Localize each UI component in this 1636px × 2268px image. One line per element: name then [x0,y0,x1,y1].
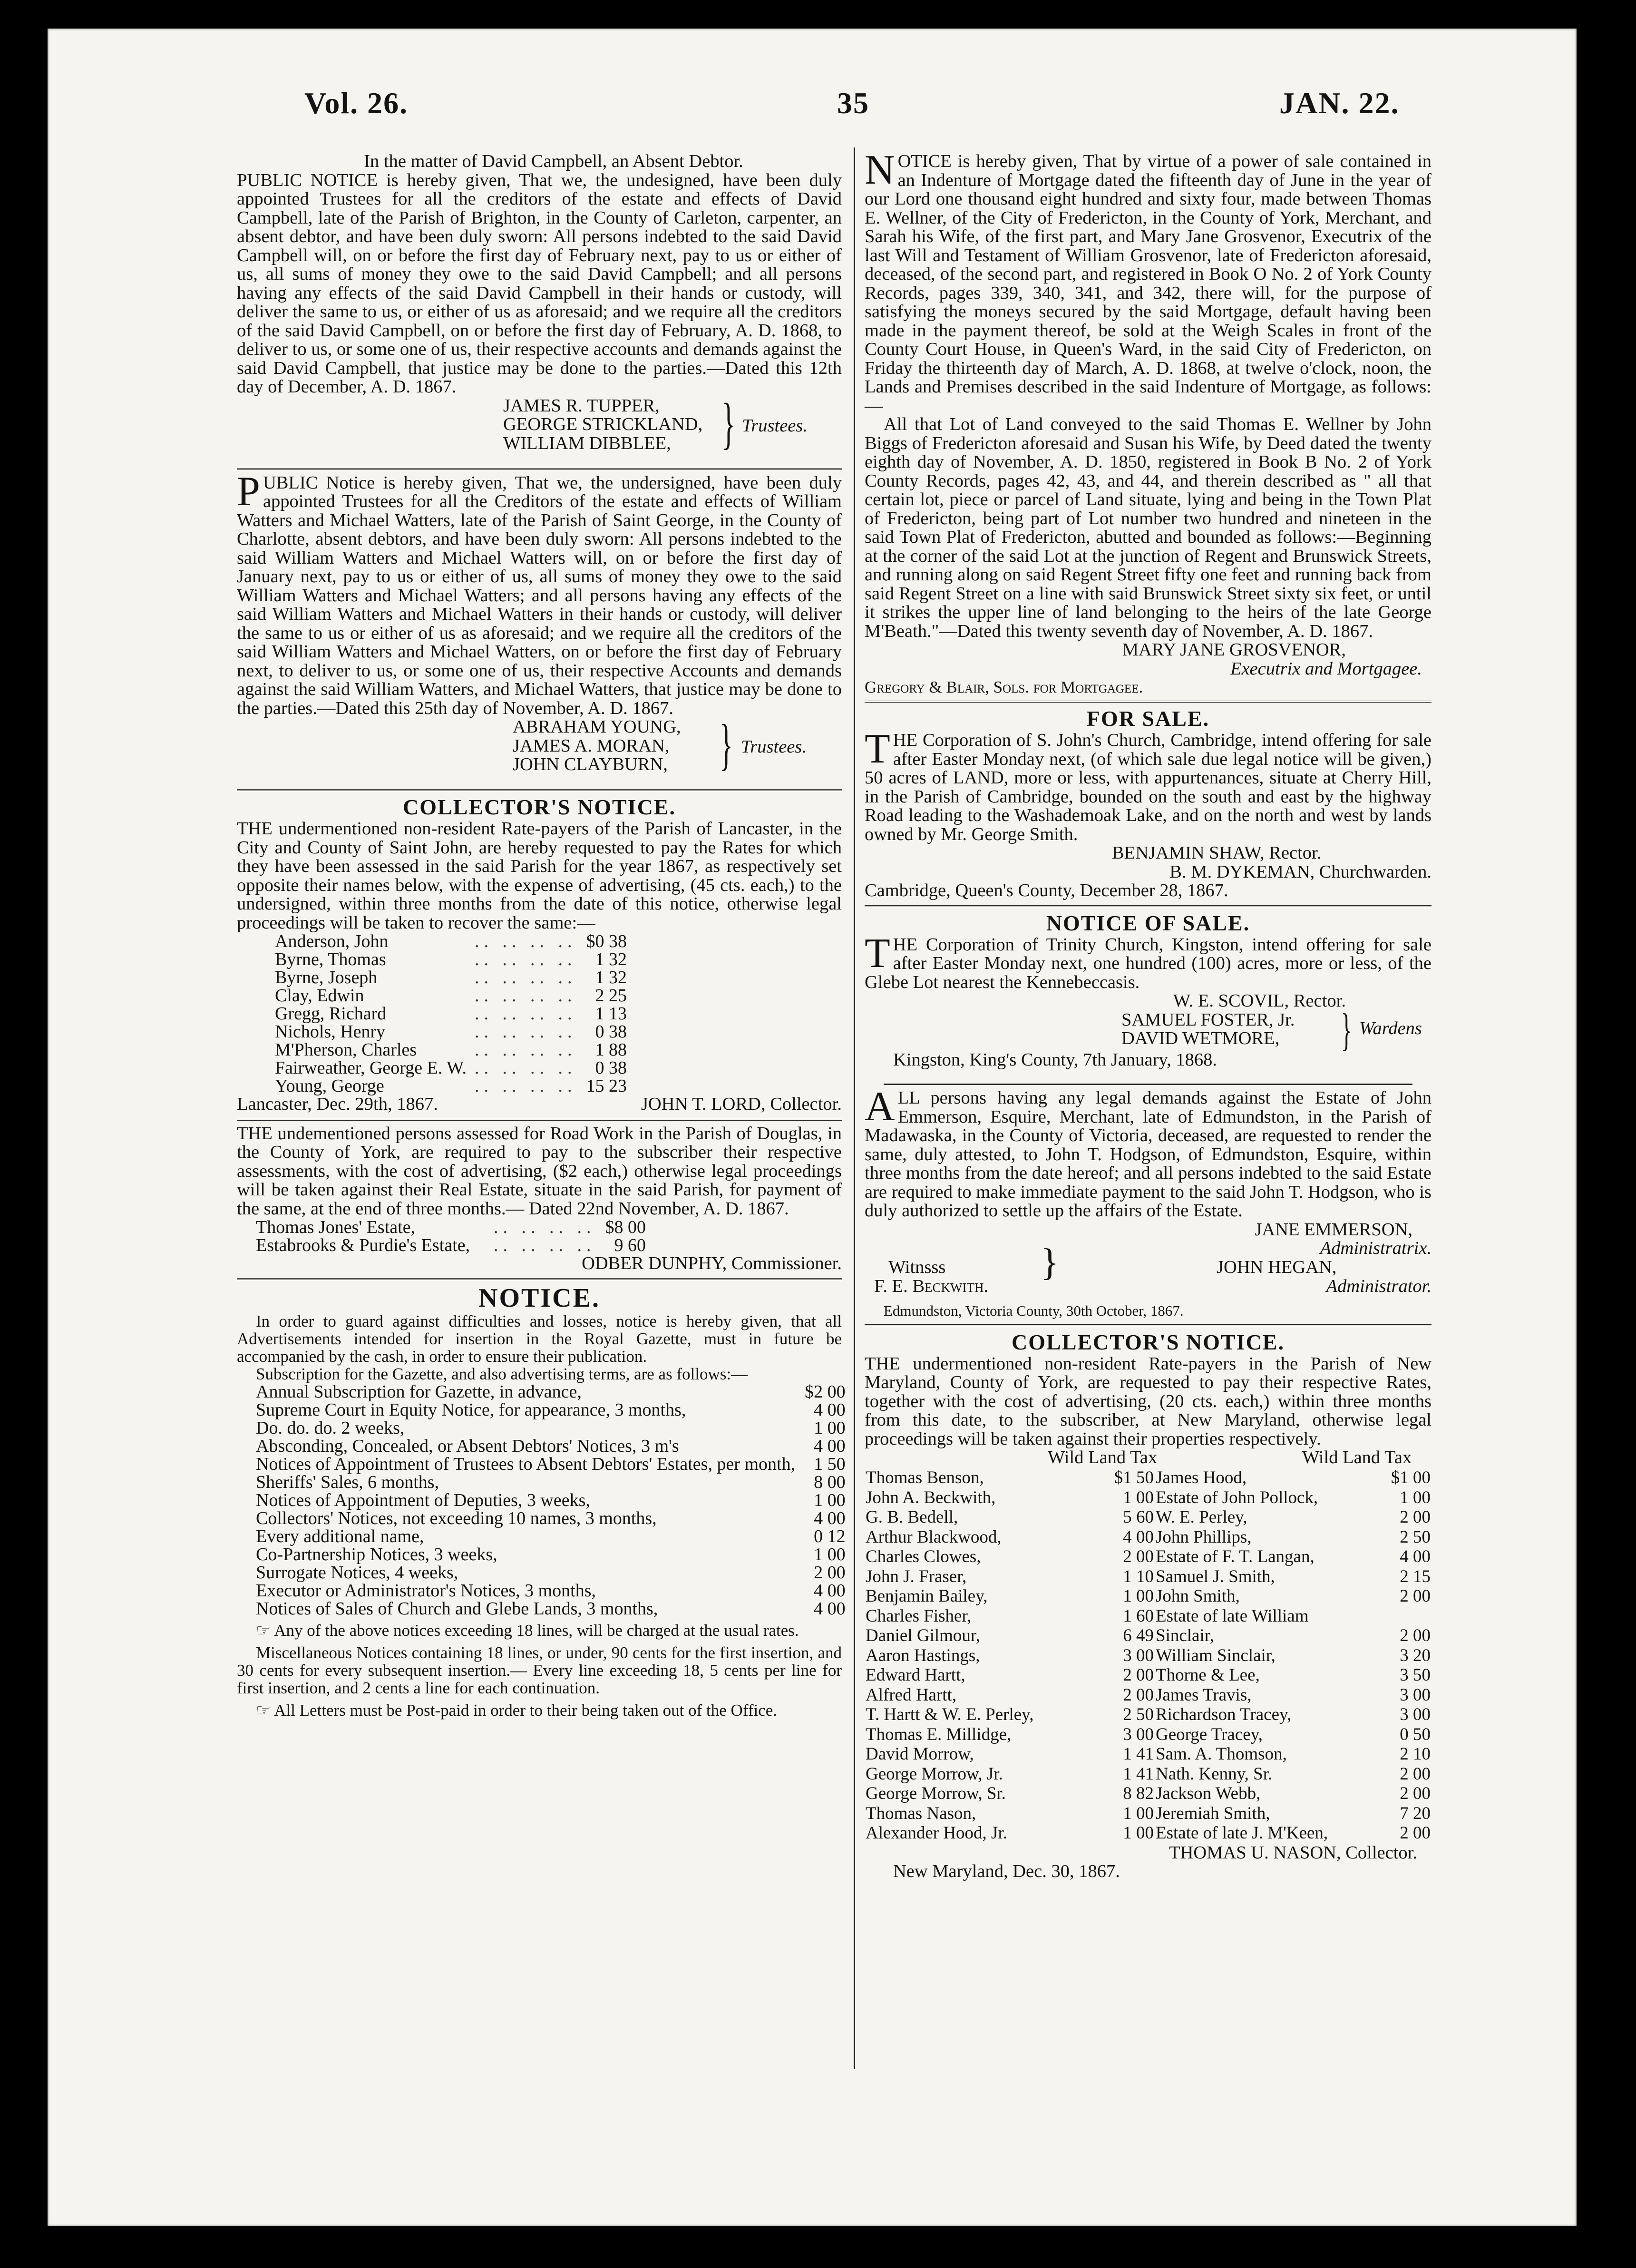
table-row [256,1545,846,1564]
table-row [866,1646,1154,1665]
leader-dots: .. .. .. .. [494,1235,596,1255]
row-value: 4 00 [814,1508,846,1528]
column-header: Wild Land Tax [1048,1447,1158,1467]
table-row [866,1607,1154,1626]
emmerson-body: LL persons having any legal demands against the Estate of John Emmerson, Esquire, Merchant, late of Edmundston, in the Parish of Madawaska, in the County of Victoria, deceased, are requested to render the same, duly attested, to John T. Hodgson, of Edmundston, Esquire, within three months from the date hereof; and all persons indebted to the said Estate are required to make immediate payment to the said John T. Hodgson, who is duly authorized to settle up the affairs of the Estate. [865,1088,1432,1221]
signer: ABRAHAM YOUNG, [513,717,681,737]
row-label: Richardson Tracey, [1156,1705,1292,1724]
row-value: 2 25 [595,986,627,1006]
row-value: 1 00 [1123,1823,1154,1843]
terms-table [256,1383,846,1618]
table-row [256,1383,846,1401]
row-value: 2 15 [1400,1566,1431,1586]
role: Administratrix. [1320,1238,1432,1258]
row-value: 1 00 [814,1544,846,1564]
table-row [275,1059,627,1077]
section-title: NOTICE OF SALE. [1046,910,1250,935]
row-label: David Morrow, [866,1744,974,1764]
campbell-heading: In the matter of David Campbell, an Absent Debtor. [364,151,743,171]
table-row [866,1528,1154,1547]
row-value: 2 50 [1123,1705,1154,1724]
row-label: Charles Fisher, [866,1606,972,1626]
brace: } [719,713,733,776]
row-label: Aaron Hastings, [866,1645,980,1665]
emmerson-notice [865,1084,1432,1320]
row-value: $1 00 [1391,1468,1431,1487]
row-label: Executor or Administrator's Notices, 3 months, [256,1580,596,1601]
table-row [866,1784,1154,1803]
row-value: 4 00 [814,1399,846,1420]
table-row [1156,1824,1431,1843]
witness-label: Witnsss [888,1257,946,1277]
row-value: 1 50 [814,1454,846,1474]
table-row [866,1626,1154,1645]
row-value: 2 00 [1123,1665,1154,1685]
douglas-notice [237,1124,842,1273]
row-label: Estate of late William [1156,1606,1309,1626]
table-row [256,1437,846,1455]
signer: GEORGE STRICKLAND, [503,414,703,434]
row-label: Clay, Edwin [275,986,364,1006]
table-row [275,950,627,968]
row-label: John A. Beckwith, [866,1487,996,1507]
paragraph: Miscellaneous Notices containing 18 lines, or under, 90 cents for the first insertion, and 30 cents for every subsequent insertion.— Every line exceeding 18, 5 cents per line for first insertion, and 2 cents a line for each continuation. [237,1643,842,1697]
lancaster-footer [237,1095,842,1114]
row-value: 1 00 [1400,1487,1431,1507]
table-row [866,1745,1154,1764]
table-row [1156,1666,1431,1685]
newmaryland-body: THE undermentioned non-resident Rate-payers in the Parish of New Maryland, County of York, are requested to pay their respective Rates, together with the cost of advertising, (20 cts. each,) within three months from this date, to the subscriber, at New Maryland, otherwise legal proceedings will be taken against their properties respectively. [865,1353,1432,1449]
table-row [1156,1587,1431,1606]
row-label: Young, George [275,1076,384,1096]
row-value: 2 00 [1400,1586,1431,1606]
campbell-body: PUBLIC NOTICE is hereby given, That we, the undesigned, have been duly appointed Trustees for all the creditors of the estate and effects of David Campbell, late of the Parish of Brighton, in the County of Carleton, carpenter, an absent debtor, and have been duly sworn: All persons indebted to the said David Campbell will, on or before the first day of February next, pay to us or either of us, all sums of money they owe to the said David Campbell; and all persons having any effects of the said David Campbell in their hands or custody, will deliver the same to us, or either of us as aforesaid; and we require all the creditors of the said David Campbell, on or before the first day of February, A. D. 1868, to deliver to us, or some one of us, their respective accounts and demands against the said David Campbell, that justice may be done to the parties.—Dated this 12th day of December, A. D. 1867. [237,170,842,397]
row-label: Annual Subscription for Gazette, in advance, [256,1381,582,1402]
row-value: 3 20 [1400,1645,1431,1665]
table-row [1156,1804,1431,1823]
drop-cap: N [865,147,895,193]
forsale-body: HE Corporation of S. John's Church, Cambridge, intend offering for sale after Easter Monday next, (of which sale due legal notice will be given,) 50 acres of LAND, more or less, with appurtenances, situate at Cherry Hill, in the Parish of Cambridge, bounded on the south and east by the highway Road leading to the Washademoak Lake, and on the north and west by lands owned by Mr. George Smith. [865,730,1432,844]
row-label: Supreme Court in Equity Notice, for appearance, 3 months, [256,1399,686,1420]
brace: } [1341,1004,1352,1055]
row-label: Samuel J. Smith, [1156,1566,1275,1586]
row-value: 1 10 [1123,1566,1154,1586]
douglas-table [256,1218,646,1254]
row-value: $2 00 [805,1381,846,1402]
row-value: 2 00 [1400,1626,1431,1645]
row-label: Thomas Nason, [866,1803,976,1823]
drop-cap: P [237,468,260,515]
table-row [275,1077,627,1095]
row-label: Estabrooks & Purdie's Estate, [256,1235,470,1255]
table-row [1156,1765,1431,1784]
solicitors: Gregory & Blair, Sols. for Mortgagee. [865,678,1143,696]
right-column [865,147,1432,1881]
row-label: Every additional name, [256,1526,424,1546]
signer: JOHN CLAYBURN, [513,754,668,774]
lancaster-table [275,932,627,1095]
table-row [1156,1488,1431,1507]
table-row [1156,1705,1431,1724]
table-row [256,1582,846,1600]
date-line: Edmundston, Victoria County, 30th October, 1867. [884,1302,1184,1319]
row-label: Thomas E. Millidge, [866,1724,1012,1744]
tax-list-left [865,1467,1155,1844]
row-value: 3 00 [1123,1724,1154,1744]
row-label: Sheriffs' Sales, 6 months, [256,1472,439,1492]
row-value: 8 00 [814,1472,846,1492]
table-row [1156,1528,1431,1547]
paragraph: All Letters must be Post-paid in order to their being taken out of the Office. [274,1701,778,1720]
row-label: Absconding, Concealed, or Absent Debtors' Notices, 3 m's [256,1436,679,1456]
divider [865,1324,1432,1326]
table-row [866,1508,1154,1527]
table-row [256,1509,846,1527]
signer: THOMAS U. NASON, Collector. [1169,1842,1417,1863]
table-row [1156,1725,1431,1744]
row-value: 7 20 [1400,1803,1431,1823]
leader-dots: .. .. .. .. [475,1022,577,1042]
table-row [1156,1646,1431,1665]
table-row [1156,1784,1431,1803]
row-value: 1 13 [595,1004,627,1024]
row-label: Sam. A. Thomson, [1156,1744,1287,1764]
column-divider [854,147,855,2069]
leader-dots: .. .. .. .. [475,931,577,951]
row-label: James Hood, [1156,1468,1247,1487]
row-label: G. B. Bedell, [866,1507,958,1527]
table-row [256,1564,846,1582]
section-title: FOR SALE. [1086,706,1210,731]
date-line: Kingston, King's County, 7th January, 1868. [893,1049,1217,1070]
row-label: Collectors' Notices, not exceeding 10 names, 3 months, [256,1508,657,1528]
row-label: Co-Partnership Notices, 3 weeks, [256,1544,497,1564]
table-row [1156,1567,1431,1586]
row-label: T. Hartt & W. E. Perley, [866,1705,1034,1724]
role: Administrator. [1326,1276,1432,1296]
table-row [275,1005,627,1023]
pointing-hand-icon: ☞ [256,1701,274,1720]
row-label: Thomas Jones' Estate, [256,1217,416,1237]
row-label: John J. Fraser, [866,1566,967,1586]
row-label: Gregg, Richard [275,1004,387,1024]
row-value: 1 41 [1123,1764,1154,1784]
divider [237,468,842,470]
role: Wardens [1359,1018,1422,1038]
section-title: COLLECTOR'S NOTICE. [1012,1330,1285,1354]
row-label: Byrne, Thomas [275,949,386,969]
signer: JOHN HEGAN, [1217,1257,1337,1277]
row-value: 2 00 [1400,1784,1431,1803]
date-line: Lancaster, Dec. 29th, 1867. [237,1094,438,1114]
tax-lists [865,1467,1432,1844]
table-row [866,1725,1154,1744]
row-label: Surrogate Notices, 4 weeks, [256,1562,458,1583]
row-value: 3 00 [1123,1645,1154,1665]
signer: DAVID WETMORE, [1121,1028,1280,1048]
row-label: John Phillips, [1156,1527,1252,1547]
row-label: Anderson, John [275,931,389,951]
table-row [256,1401,846,1419]
campbell-notice [237,152,842,454]
row-value: 2 00 [1400,1764,1431,1784]
row-value: 0 50 [1400,1724,1431,1744]
signer: BENJAMIN SHAW, Rector. [1112,843,1322,863]
row-label: Notices of Appointment of Trustees to Absent Debtors' Estates, per month, [256,1454,796,1474]
signer: JANE EMMERSON, [1255,1219,1412,1240]
row-label: Charles Clowes, [866,1547,981,1566]
role: Trustees. [741,737,807,757]
row-value: 1 41 [1123,1744,1154,1764]
row-value: $1 50 [1114,1468,1154,1487]
row-value: 4 00 [814,1580,846,1601]
table-row [866,1705,1154,1724]
table-row [1156,1745,1431,1764]
row-value: 0 38 [595,1058,627,1078]
row-label: James Travis, [1156,1685,1252,1705]
paragraph: Subscription for the Gazette, and also advertising terms, are as follows:— [256,1364,748,1383]
table-row [866,1547,1154,1566]
table-row [256,1527,846,1545]
table-row [1156,1547,1431,1566]
mortgage-notice [865,147,1432,696]
signer: MARY JANE GROSVENOR, [1122,640,1346,660]
column-header: Wild Land Tax [1302,1447,1412,1467]
row-label: Byrne, Joseph [275,968,378,987]
signer: WILLIAM DIBBLEE, [503,433,671,453]
row-value: 2 00 [1123,1685,1154,1705]
signer: W. E. SCOVIL, Rector. [1173,991,1346,1011]
row-label: Jeremiah Smith, [1156,1803,1270,1823]
tax-list-right [1155,1467,1432,1844]
row-value: 1 32 [595,949,627,969]
row-value: 1 00 [1123,1586,1154,1606]
left-column [237,151,846,1720]
table-row [275,932,627,950]
row-value: 0 38 [595,1022,627,1042]
row-label: Notices of Sales of Church and Glebe Lands, 3 months, [256,1598,658,1619]
row-label: Notices of Appointment of Deputies, 3 weeks, [256,1490,590,1510]
row-label: Fairweather, George E. W. [275,1058,467,1078]
section-title: COLLECTOR'S NOTICE. [403,795,676,819]
watters-signatures [237,713,842,776]
signer: B. M. DYKEMAN, Churchwarden. [1169,861,1432,882]
leader-dots: .. .. .. .. [475,986,577,1006]
table-row [256,1218,646,1236]
table-row [866,1666,1154,1685]
row-label: George Morrow, Sr. [866,1784,1006,1803]
row-label: William Sinclair, [1156,1645,1276,1665]
table-row [866,1686,1154,1705]
row-value [1361,1607,1431,1626]
drop-cap: A [865,1084,895,1130]
table-row [256,1455,846,1473]
table-headers [865,1448,1432,1467]
row-value: 3 50 [1400,1665,1431,1685]
row-value: 2 00 [1400,1823,1431,1843]
row-label: Estate of John Pollock, [1156,1487,1318,1507]
witness-name: F. E. Beckwith. [874,1276,989,1296]
row-label: Estate of late J. M'Keen, [1156,1823,1328,1843]
table-row [866,1824,1154,1843]
divider [865,905,1432,907]
row-label: Nichols, Henry [275,1022,386,1042]
row-value: 15 23 [586,1076,627,1096]
table-row [275,1023,627,1041]
lancaster-notice [237,795,842,1114]
row-value: 2 10 [1400,1744,1431,1764]
row-label: George Tracey, [1156,1724,1263,1744]
signer: JOHN T. LORD, Collector. [641,1094,842,1114]
date-line: New Maryland, Dec. 30, 1867. [893,1861,1120,1881]
row-value: 2 50 [1400,1527,1431,1547]
divider [237,1278,842,1280]
row-label: Jackson Webb, [1156,1784,1261,1803]
leader-dots: .. .. .. .. [475,968,577,987]
drop-cap: T [865,930,890,977]
table-row [256,1473,846,1491]
table-row [866,1488,1154,1507]
brace: } [1041,1241,1059,1283]
paragraph: Any of the above notices exceeding 18 lines, will be charged at the usual rates. [274,1621,799,1640]
table-row [1156,1686,1431,1705]
table-row [866,1587,1154,1606]
role: Executrix and Mortgagee. [1230,658,1422,679]
leader-dots: .. .. .. .. [475,1040,577,1060]
row-label: Daniel Gilmour, [866,1626,981,1645]
table-row [275,968,627,987]
divider [237,1119,842,1121]
noticeofsale-body: HE Corporation of Trinity Church, Kingston, intend offering for sale after Easter Monday next, one hundred (100) acres, more or less, of the Glebe Lot nearest the Kennebeccasis. [865,934,1432,992]
signer: SAMUEL FOSTER, Jr. [1121,1009,1295,1030]
table-row [256,1236,646,1254]
row-label: Sinclair, [1156,1626,1214,1645]
row-value: 4 00 [1400,1547,1431,1566]
drop-cap: T [865,726,890,772]
divider [884,1084,1412,1085]
row-value: 1 00 [814,1418,846,1438]
row-label: Do. do. do. 2 weeks, [256,1418,405,1438]
row-value: $0 38 [586,931,627,951]
terms-notice [237,1283,846,1720]
row-value: 2 00 [1123,1547,1154,1566]
row-label: Edward Hartt, [866,1665,965,1685]
signer: JAMES R. TUPPER, [503,395,660,416]
row-label: Thorne & Lee, [1156,1665,1260,1685]
page-number: 35 [837,86,869,120]
campbell-signatures [237,391,842,455]
table-row [1156,1468,1431,1487]
row-label: George Morrow, Jr. [866,1764,1003,1784]
table-row [256,1491,846,1509]
row-value: 1 00 [814,1490,846,1510]
row-label: Arthur Blackwood, [866,1527,1002,1547]
row-value: 1 32 [595,968,627,987]
row-label: Alexander Hood, Jr. [866,1823,1007,1843]
leader-dots: .. .. .. .. [475,1004,577,1024]
table-row [866,1765,1154,1784]
row-value: 1 00 [1123,1803,1154,1823]
row-label: Thomas Benson, [866,1468,984,1487]
row-label: John Smith, [1156,1586,1240,1606]
row-value: 0 12 [814,1526,846,1546]
watters-body: UBLIC Notice is hereby given, That we, the undersigned, have been duly appointed Trustees for all the Creditors of the estate and effects of William Watters and Michael Watters, late of the Parish of Saint George, in the County of Charlotte, absent debtors, and have been duly sworn: All persons indebted to the said William Watters and Michael Watters will, on or before the first day of January next, pay to us or either of us, all sums of money they owe to the said William Watters and Michael Watters; and all persons having any effects of the said William Watters and Michael Watters in their hands or custody, will deliver the same to us or either of us as aforesaid; and we require all the creditors of the said William Watters and Michael Watters, on or before the first day of February next, to deliver to us, or some one of us, their respective Accounts and demands against the said William Watters, and Michael Watters, that justice may be done to the parties.—Dated this 25th day of November, A. D. 1867. [237,472,842,718]
table-row [866,1804,1154,1823]
mortgage-body-2: All that Lot of Land conveyed to the said Thomas E. Wellner by John Biggs of Fredericton aforesaid and Susan his Wife, by Deed dated the twenty eighth day of November, A. D. 1850, registered in Book B No. 2 of York County Records, pages 42, 43, and 44, and therein described as " all that certain lot, piece or parcel of Land situate, lying and being in the Town Plat of Fredericton, being part of Lot number two hundred and nineteen in the said Town Plat of Fredericton, abutted and bounded as follows:—Beginning at the corner of the said Lot at the junction of Regent and Brunswick Streets, and running along on said Regent Street fifty one feet and running back from said Regent Street on a line with said Brunswick Street sixty six feet, or until it strikes the upper line of land belonging to the heirs of the late George M'Beath."—Dated this twenty seventh day of November, A. D. 1867. [865,414,1432,641]
row-label: Nath. Kenny, Sr. [1156,1764,1273,1784]
wardens-signatures [865,1004,1432,1055]
row-value: 5 60 [1123,1507,1154,1527]
noticeofsale-notice [865,911,1432,1070]
pointing-hand-icon: ☞ [256,1621,274,1640]
row-label: W. E. Perley, [1156,1507,1247,1527]
table-row [275,1041,627,1059]
row-value: 4 00 [814,1436,846,1456]
signer: ODBER DUNPHY, Commissioner. [582,1253,842,1273]
row-value: 3 00 [1400,1685,1431,1705]
divider [865,701,1432,703]
forsale-notice [865,706,1432,900]
row-value: 4 00 [814,1598,846,1619]
leader-dots: .. .. .. .. [475,1058,577,1078]
table-row [866,1567,1154,1586]
lancaster-body: THE undermentioned non-resident Rate-payers of the Parish of Lancaster, in the City and County of Saint John, are hereby requested to pay the Rates for which they have been assessed in the said Parish for the year 1867, as respectively set opposite their names below, with the expense of advertising, (45 cts. each,) to the undersigned, within three months from the date of this notice, otherwise legal proceedings will be taken to recover the same:— [237,819,842,933]
table-row [256,1419,846,1437]
row-label: Alfred Hartt, [866,1685,957,1705]
table-row [1156,1607,1431,1626]
divider [237,789,842,791]
table-row [275,987,627,1005]
row-value: 4 00 [1123,1527,1154,1547]
table-row [256,1600,846,1618]
table-row [1156,1508,1431,1527]
table-row [866,1468,1154,1487]
row-value: 1 60 [1123,1606,1154,1626]
row-value: 2 00 [1400,1507,1431,1527]
row-value: 1 00 [1123,1487,1154,1507]
table-row [1156,1626,1431,1645]
volume-label: Vol. 26. [304,86,409,120]
leader-dots: .. .. .. .. [494,1217,596,1237]
paragraph: In order to guard against difficulties and losses, notice is hereby given, that all Advertisements intended for insertion in the Royal Gazette, must in future be accompanied by the cash, in order to ensure their publication. [237,1311,842,1366]
row-value: 1 88 [595,1040,627,1060]
douglas-body: THE undementioned persons assessed for Road Work in the Parish of Douglas, in the County of York, are required to pay to the subscriber their respective assessments, with the cost of advertising, ($2 each,) otherwise legal proceedings will be taken against their Real Estate, situate in the said Parish, for payment of the same, at the end of three months.— Dated 22nd November, A. D. 1867. [237,1123,842,1219]
row-value: 6 49 [1123,1626,1154,1645]
watters-notice [237,468,842,776]
row-value: 9 60 [614,1235,646,1255]
mortgage-body: OTICE is hereby given, That by virtue of a power of sale contained in an Indenture of Mortgage dated the fifteenth day of June in the year of our Lord one thousand eight hundred and sixty four, made between Thomas E. Wellner, of the City of Fredericton, in the County of York, Merchant, and Sarah his Wife, of the first part, and Mary Jane Grosvenor, Executrix of the last Will and Testament of William Grosvenor, late of Fredericton aforesaid, deceased, of the second part, and registered in Book O No. 2 of York County Records, pages 339, 340, 341, and 342, there will, for the purpose of satisfying the moneys secured by the said Mortgage, default having been made in the payment thereof, be sold at the Weigh Scales in front of the County Court House, in Queen's Ward, in the said City of Fredericton, on Friday the thirteenth day of March, A. D. 1868, at twelve o'clock, noon, the Lands and Premises described in the said Indenture of Mortgage, as follows:— [865,151,1432,416]
brace: } [721,391,736,455]
leader-dots: .. .. .. .. [475,1076,577,1096]
section-title: NOTICE. [478,1283,600,1313]
signer: JAMES A. MORAN, [513,735,670,756]
row-value: $8 00 [605,1217,646,1237]
row-label: Estate of F. T. Langan, [1156,1547,1315,1566]
newmaryland-notice [865,1330,1432,1881]
role: Trustees. [742,415,808,436]
issue-date: JAN. 22. [1279,86,1400,120]
row-value: 2 00 [814,1562,846,1583]
row-label: Benjamin Bailey, [866,1586,988,1606]
date-line: Cambridge, Queen's County, December 28, 1867. [865,880,1228,900]
leader-dots: .. .. .. .. [475,949,577,969]
row-value: 3 00 [1400,1705,1431,1724]
row-value: 8 82 [1123,1784,1154,1803]
row-label: M'Pherson, Charles [275,1040,417,1060]
